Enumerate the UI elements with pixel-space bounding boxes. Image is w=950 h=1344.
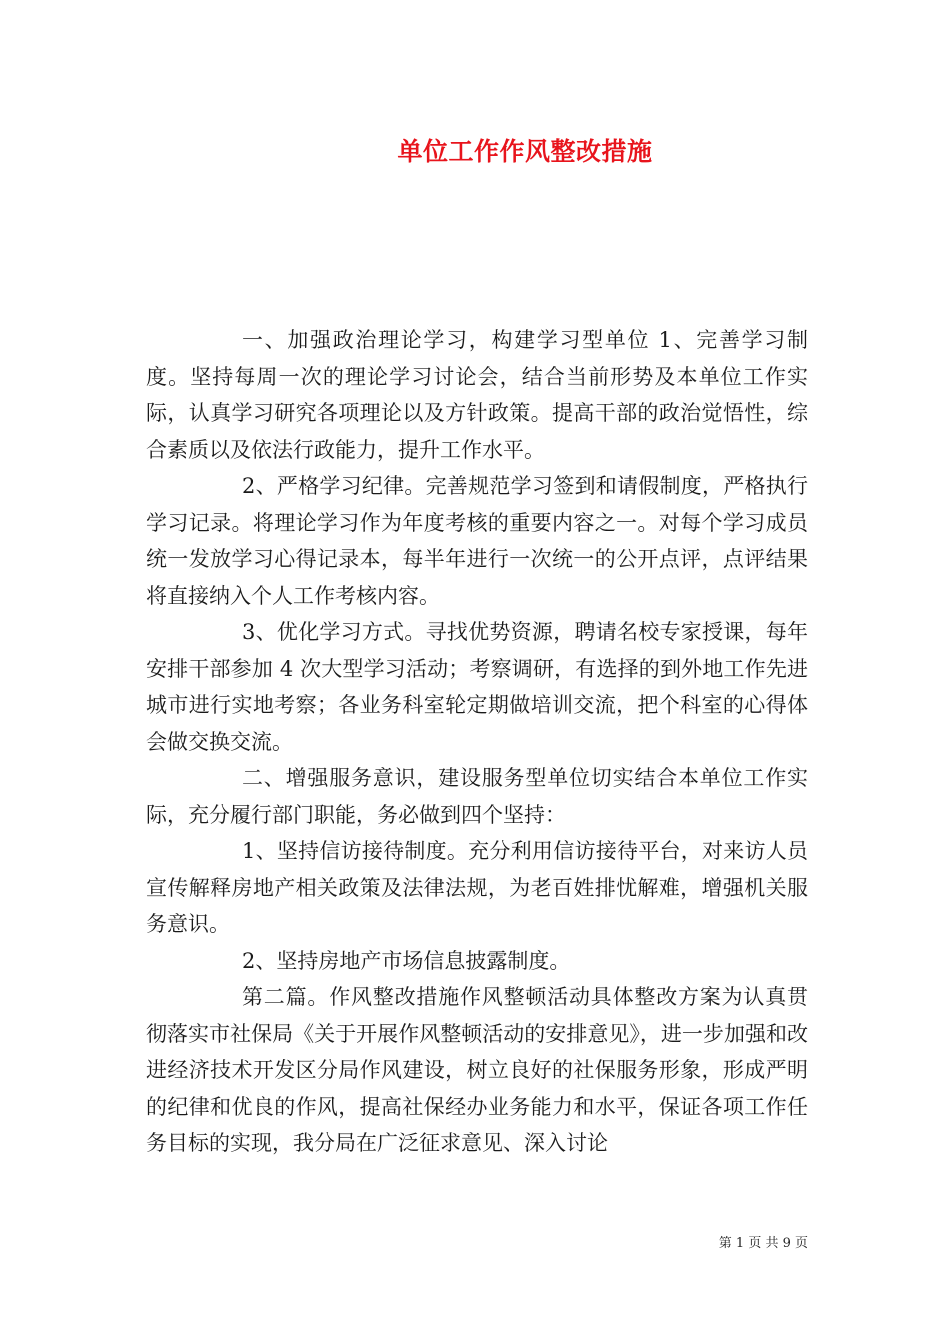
paragraph-1: 一、加强政治理论学习，构建学习型单位 1、完善学习制度。坚持每周一次的理论学习讨论会，结合当前形势及本单位工作实际，认真学习研究各项理论以及方针政策。提高干部的政治觉悟性，综合素质以及依法行政能力，提升工作水平。 [146, 328, 808, 462]
paragraph-2: 2、严格学习纪律。完善规范学习签到和请假制度，严格执行学习记录。将理论学习作为年度考核的重要内容之一。对每个学习成员统一发放学习心得记录本，每半年进行一次统一的公开点评，点评结果将直接纳入个人工作考核内容。 [146, 474, 808, 608]
paragraph-6: 2、坚持房地产市场信息披露制度。 [242, 948, 571, 973]
document-title: 单位工作作风整改措施 [397, 137, 653, 166]
paragraph-7: 第二篇。作风整改措施作风整顿活动具体整改方案为认真贯彻落实市社保局《关于开展作风整顿活动的安排意见》，进一步加强和改进经济技术开发区分局作风建设，树立良好的社保服务形象，形成严明的纪律和优良的作风，提高社保经办业务能力和水平，保证各项工作任务目标的实现，我分局在广泛征求意见、深入讨论 [146, 985, 808, 1155]
paragraph-5: 1、坚持信访接待制度。充分利用信访接待平台，对来访人员宣传解释房地产相关政策及法律法规，为老百姓排忧解难，增强机关服务意识。 [146, 839, 808, 936]
page-footer: 第 1 页 共 9 页 [718, 1236, 808, 1251]
paragraph-3: 3、优化学习方式。寻找优势资源，聘请名校专家授课，每年安排干部参加 4 次大型学习活动；考察调研，有选择的到外地工作先进城市进行实地考察；各业务科室轮定期做培训交流，把个科室的心得体会做交换交流。 [146, 620, 808, 754]
document-body [146, 322, 808, 1162]
paragraph-4: 二、增强服务意识，建设服务型单位切实结合本单位工作实际，充分履行部门职能，务必做到四个坚持： [146, 766, 808, 827]
